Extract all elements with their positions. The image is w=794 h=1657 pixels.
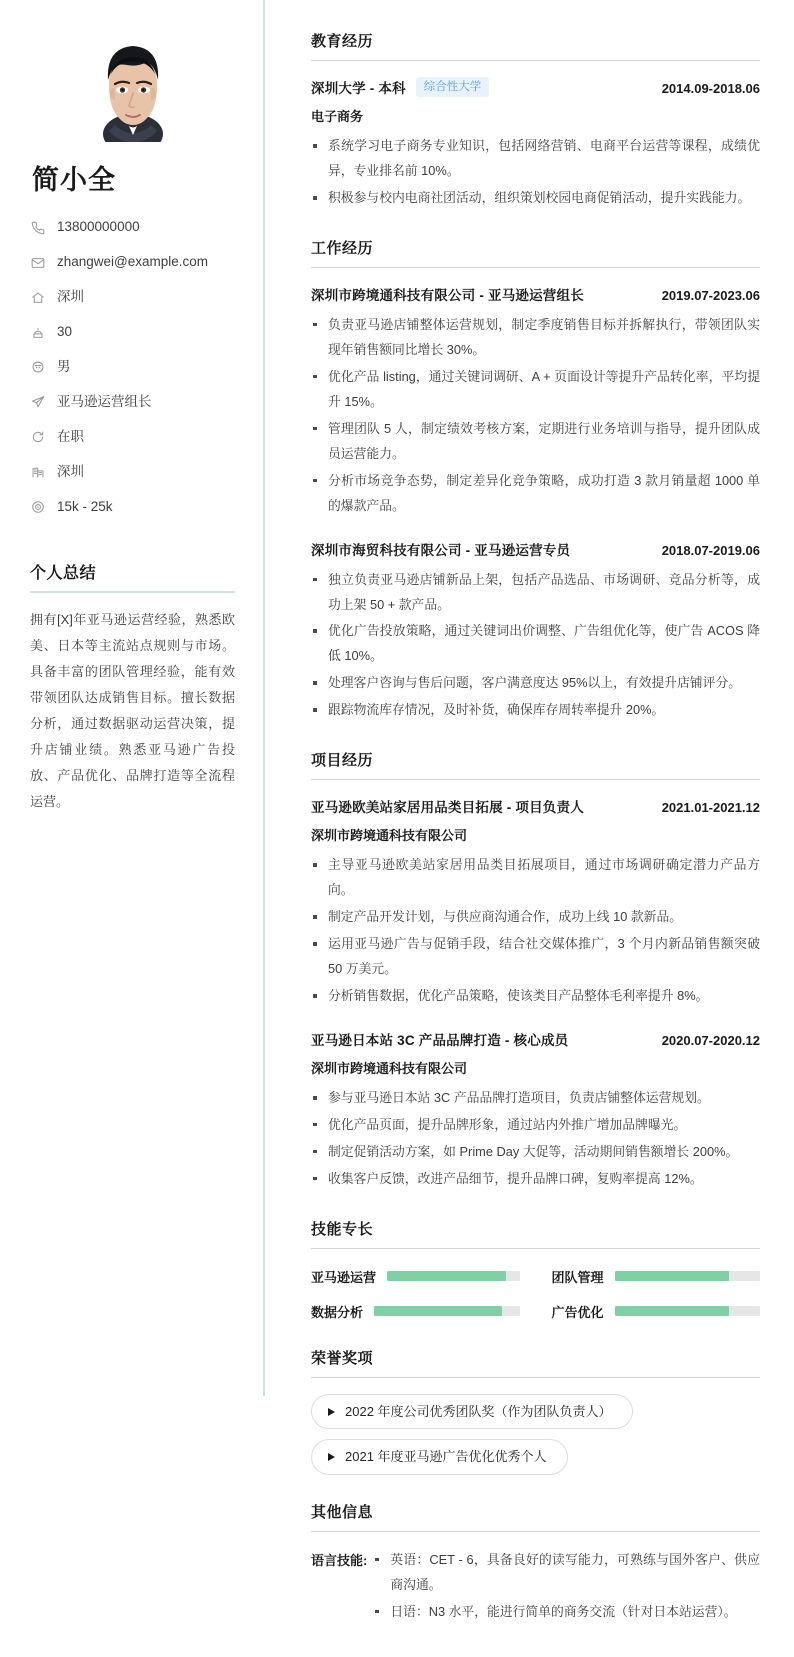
entry-header [311, 539, 760, 559]
age-icon [30, 325, 46, 341]
list-item: 主导亚马逊欧美站家居用品类目拓展项目，通过市场调研确定潜力产品方向。 [311, 853, 760, 903]
skills-section [311, 1218, 760, 1321]
email-icon [30, 255, 46, 271]
work-date: 2018.07-2019.06 [661, 542, 760, 558]
play-triangle-icon [328, 1453, 335, 1461]
contact-value: 亚马逊运营组长 [57, 393, 152, 409]
entry-title-group [311, 77, 489, 97]
education-section [311, 30, 760, 211]
section-title-honors: 荣誉奖项 [311, 1347, 760, 1378]
list-item: 优化产品 listing，通过关键词调研、A + 页面设计等提升产品转化率，平均提升 15%。 [311, 365, 760, 415]
contact-value: 15k - 25k [57, 498, 113, 514]
contact-age [30, 323, 235, 342]
section-title-projects: 项目经历 [311, 749, 760, 780]
work-entry [311, 539, 760, 724]
skill-row [552, 1267, 761, 1286]
project-bullets [311, 1086, 760, 1192]
skill-progress-fill [615, 1306, 730, 1316]
play-triangle-icon [328, 1408, 335, 1416]
contact-list [30, 218, 235, 516]
school-name: 深圳大学 - 本科 [311, 81, 406, 97]
home-icon [30, 290, 46, 306]
contact-salary [30, 498, 235, 517]
list-item: 分析市场竞争态势，制定差异化竞争策略，成功打造 3 款月销量超 1000 单的爆款产品。 [311, 469, 760, 519]
skill-progress-track [615, 1271, 760, 1281]
main-content [265, 0, 794, 1657]
work-entry [311, 284, 760, 519]
list-item: 制定促销活动方案，如 Prime Day 大促等，活动期间销售额增长 200%。 [311, 1140, 760, 1165]
contact-city [30, 463, 235, 482]
skill-row [311, 1267, 520, 1286]
list-item: 英语：CET - 6，具备良好的读写能力，可熟练与国外客户、供应商沟通。 [373, 1548, 760, 1598]
skill-progress-track [374, 1306, 519, 1316]
contact-gender [30, 358, 235, 377]
list-item: 系统学习电子商务专业知识，包括网络营销、电商平台运营等课程，成绩优异，专业排名前 10%。 [311, 134, 760, 184]
language-bullets [373, 1548, 760, 1627]
status-icon [30, 429, 46, 445]
contact-phone [30, 218, 235, 237]
person-name: 简小全 [32, 165, 116, 195]
skill-row [552, 1302, 761, 1321]
project-entry [311, 796, 760, 1009]
project-bullets [311, 853, 760, 1009]
entry-header [311, 284, 760, 304]
list-item: 收集客户反馈，改进产品细节，提升品牌口碑，复购率提高 12%。 [311, 1167, 760, 1192]
gender-icon [30, 359, 46, 375]
company-name: 深圳市跨境通科技有限公司 - 亚马逊运营组长 [311, 287, 584, 303]
skill-progress-fill [374, 1306, 502, 1316]
contact-hometown [30, 288, 235, 307]
work-bullets [311, 568, 760, 724]
work-section [311, 237, 760, 723]
skill-label: 广告优化 [551, 1304, 604, 1320]
contact-value: 13800000000 [57, 219, 140, 235]
language-skills-row [311, 1548, 760, 1627]
project-entry [311, 1029, 760, 1192]
skill-progress-track [615, 1306, 760, 1316]
education-entry [311, 77, 760, 211]
honor-label: 2021 年度亚马逊广告优化优秀个人 [345, 1449, 547, 1465]
sidebar [0, 0, 265, 1396]
honor-item[interactable] [311, 1394, 633, 1430]
skill-progress-track [387, 1271, 519, 1281]
contact-position [30, 393, 235, 412]
project-date: 2021.01-2021.12 [661, 800, 760, 816]
work-bullets [311, 313, 760, 519]
contact-email [30, 253, 235, 272]
list-item: 优化广告投放策略，通过关键词出价调整、广告组优化等，使广告 ACOS 降低 10%。 [311, 619, 760, 669]
section-title-skills: 技能专长 [311, 1218, 760, 1249]
projects-section [311, 749, 760, 1192]
honor-list [311, 1394, 760, 1475]
skill-progress-fill [615, 1271, 730, 1281]
salary-icon [30, 499, 46, 515]
education-date: 2014.09-2018.06 [661, 81, 760, 97]
work-date: 2019.07-2023.06 [661, 287, 760, 303]
profile-photo [85, 30, 181, 142]
entry-header [311, 796, 760, 816]
project-name: 亚马逊日本站 3C 产品品牌打造 - 核心成员 [311, 1033, 569, 1049]
other-info-section [311, 1501, 760, 1627]
contact-value: 深圳 [57, 463, 84, 479]
list-item: 运用亚马逊广告与促销手段，结合社交媒体推广，3 个月内新品销售额突破 50 万美元。 [311, 932, 760, 982]
honor-item[interactable] [311, 1439, 568, 1475]
project-name: 亚马逊欧美站家居用品类目拓展 - 项目负责人 [311, 800, 584, 816]
list-item: 跟踪物流库存情况，及时补货，确保库存周转率提升 20%。 [311, 698, 760, 723]
section-title-work: 工作经历 [311, 237, 760, 268]
list-item: 制定产品开发计划，与供应商沟通合作，成功上线 10 款新品。 [311, 905, 760, 930]
honor-label: 2022 年度公司优秀团队奖（作为团队负责人） [345, 1403, 612, 1419]
skill-progress-fill [387, 1271, 506, 1281]
list-item: 管理团队 5 人，制定绩效考核方案，定期进行业务培训与指导，提升团队成员运营能力。 [311, 417, 760, 467]
entry-header [311, 1029, 760, 1049]
contact-status [30, 428, 235, 447]
phone-icon [30, 220, 46, 236]
entry-header [311, 77, 760, 97]
contact-value: zhangwei@example.com [57, 254, 209, 270]
project-company: 深圳市跨境通科技有限公司 [311, 1061, 468, 1077]
list-item: 参与亚马逊日本站 3C 产品品牌打造项目，负责店铺整体运营规划。 [311, 1086, 760, 1111]
major-name: 电子商务 [311, 109, 364, 125]
section-title-education: 教育经历 [311, 30, 760, 61]
summary-heading: 个人总结 [30, 560, 235, 593]
list-item: 积极参与校内电商社团活动，组织策划校园电商促销活动，提升实践能力。 [311, 186, 760, 211]
skills-grid [311, 1265, 760, 1321]
summary-text: 拥有[X]年亚马逊运营经验，熟悉欧美、日本等主流站点规则与市场。具备丰富的团队管理经验，能有效带领团队达成销售目标。擅长数据分析，通过数据驱动运营决策，提升店铺业绩。熟悉亚马逊广告投放、产品优化、品牌打造等全流程运营。 [30, 612, 235, 810]
status-badge: 综合性大学 [416, 77, 490, 97]
project-date: 2020.07-2020.12 [661, 1033, 760, 1049]
list-item: 优化产品页面，提升品牌形象，通过站内外推广增加品牌曝光。 [311, 1113, 760, 1138]
language-skills-label: 语言技能: [311, 1552, 368, 1568]
skill-label: 团队管理 [551, 1269, 604, 1285]
education-bullets [311, 134, 760, 211]
skill-row [311, 1302, 520, 1321]
city-icon [30, 464, 46, 480]
list-item: 负责亚马逊店铺整体运营规划，制定季度销售目标并拆解执行，带领团队实现年销售额同比增长 30%。 [311, 313, 760, 363]
company-name: 深圳市海贸科技有限公司 - 亚马逊运营专员 [311, 542, 571, 558]
summary-section [30, 560, 235, 815]
list-item: 独立负责亚马逊店铺新品上架，包括产品选品、市场调研、竞品分析等，成功上架 50 + 款产品。 [311, 568, 760, 618]
skill-label: 亚马逊运营 [311, 1269, 377, 1285]
list-item: 日语：N3 水平，能进行简单的商务交流（针对日本站运营）。 [373, 1600, 760, 1625]
contact-value: 在职 [57, 428, 84, 444]
project-company: 深圳市跨境通科技有限公司 [311, 828, 468, 844]
list-item: 分析销售数据，优化产品策略，使该类目产品整体毛利率提升 8%。 [311, 984, 760, 1009]
photo-container [30, 30, 235, 142]
honors-section [311, 1347, 760, 1475]
skill-label: 数据分析 [311, 1304, 364, 1320]
list-item: 处理客户咨询与售后问题，客户满意度达 95%以上，有效提升店铺评分。 [311, 671, 760, 696]
section-title-other: 其他信息 [311, 1501, 760, 1532]
position-icon [30, 394, 46, 410]
contact-value: 男 [57, 358, 71, 374]
contact-value: 30 [57, 324, 73, 340]
contact-value: 深圳 [57, 289, 84, 305]
